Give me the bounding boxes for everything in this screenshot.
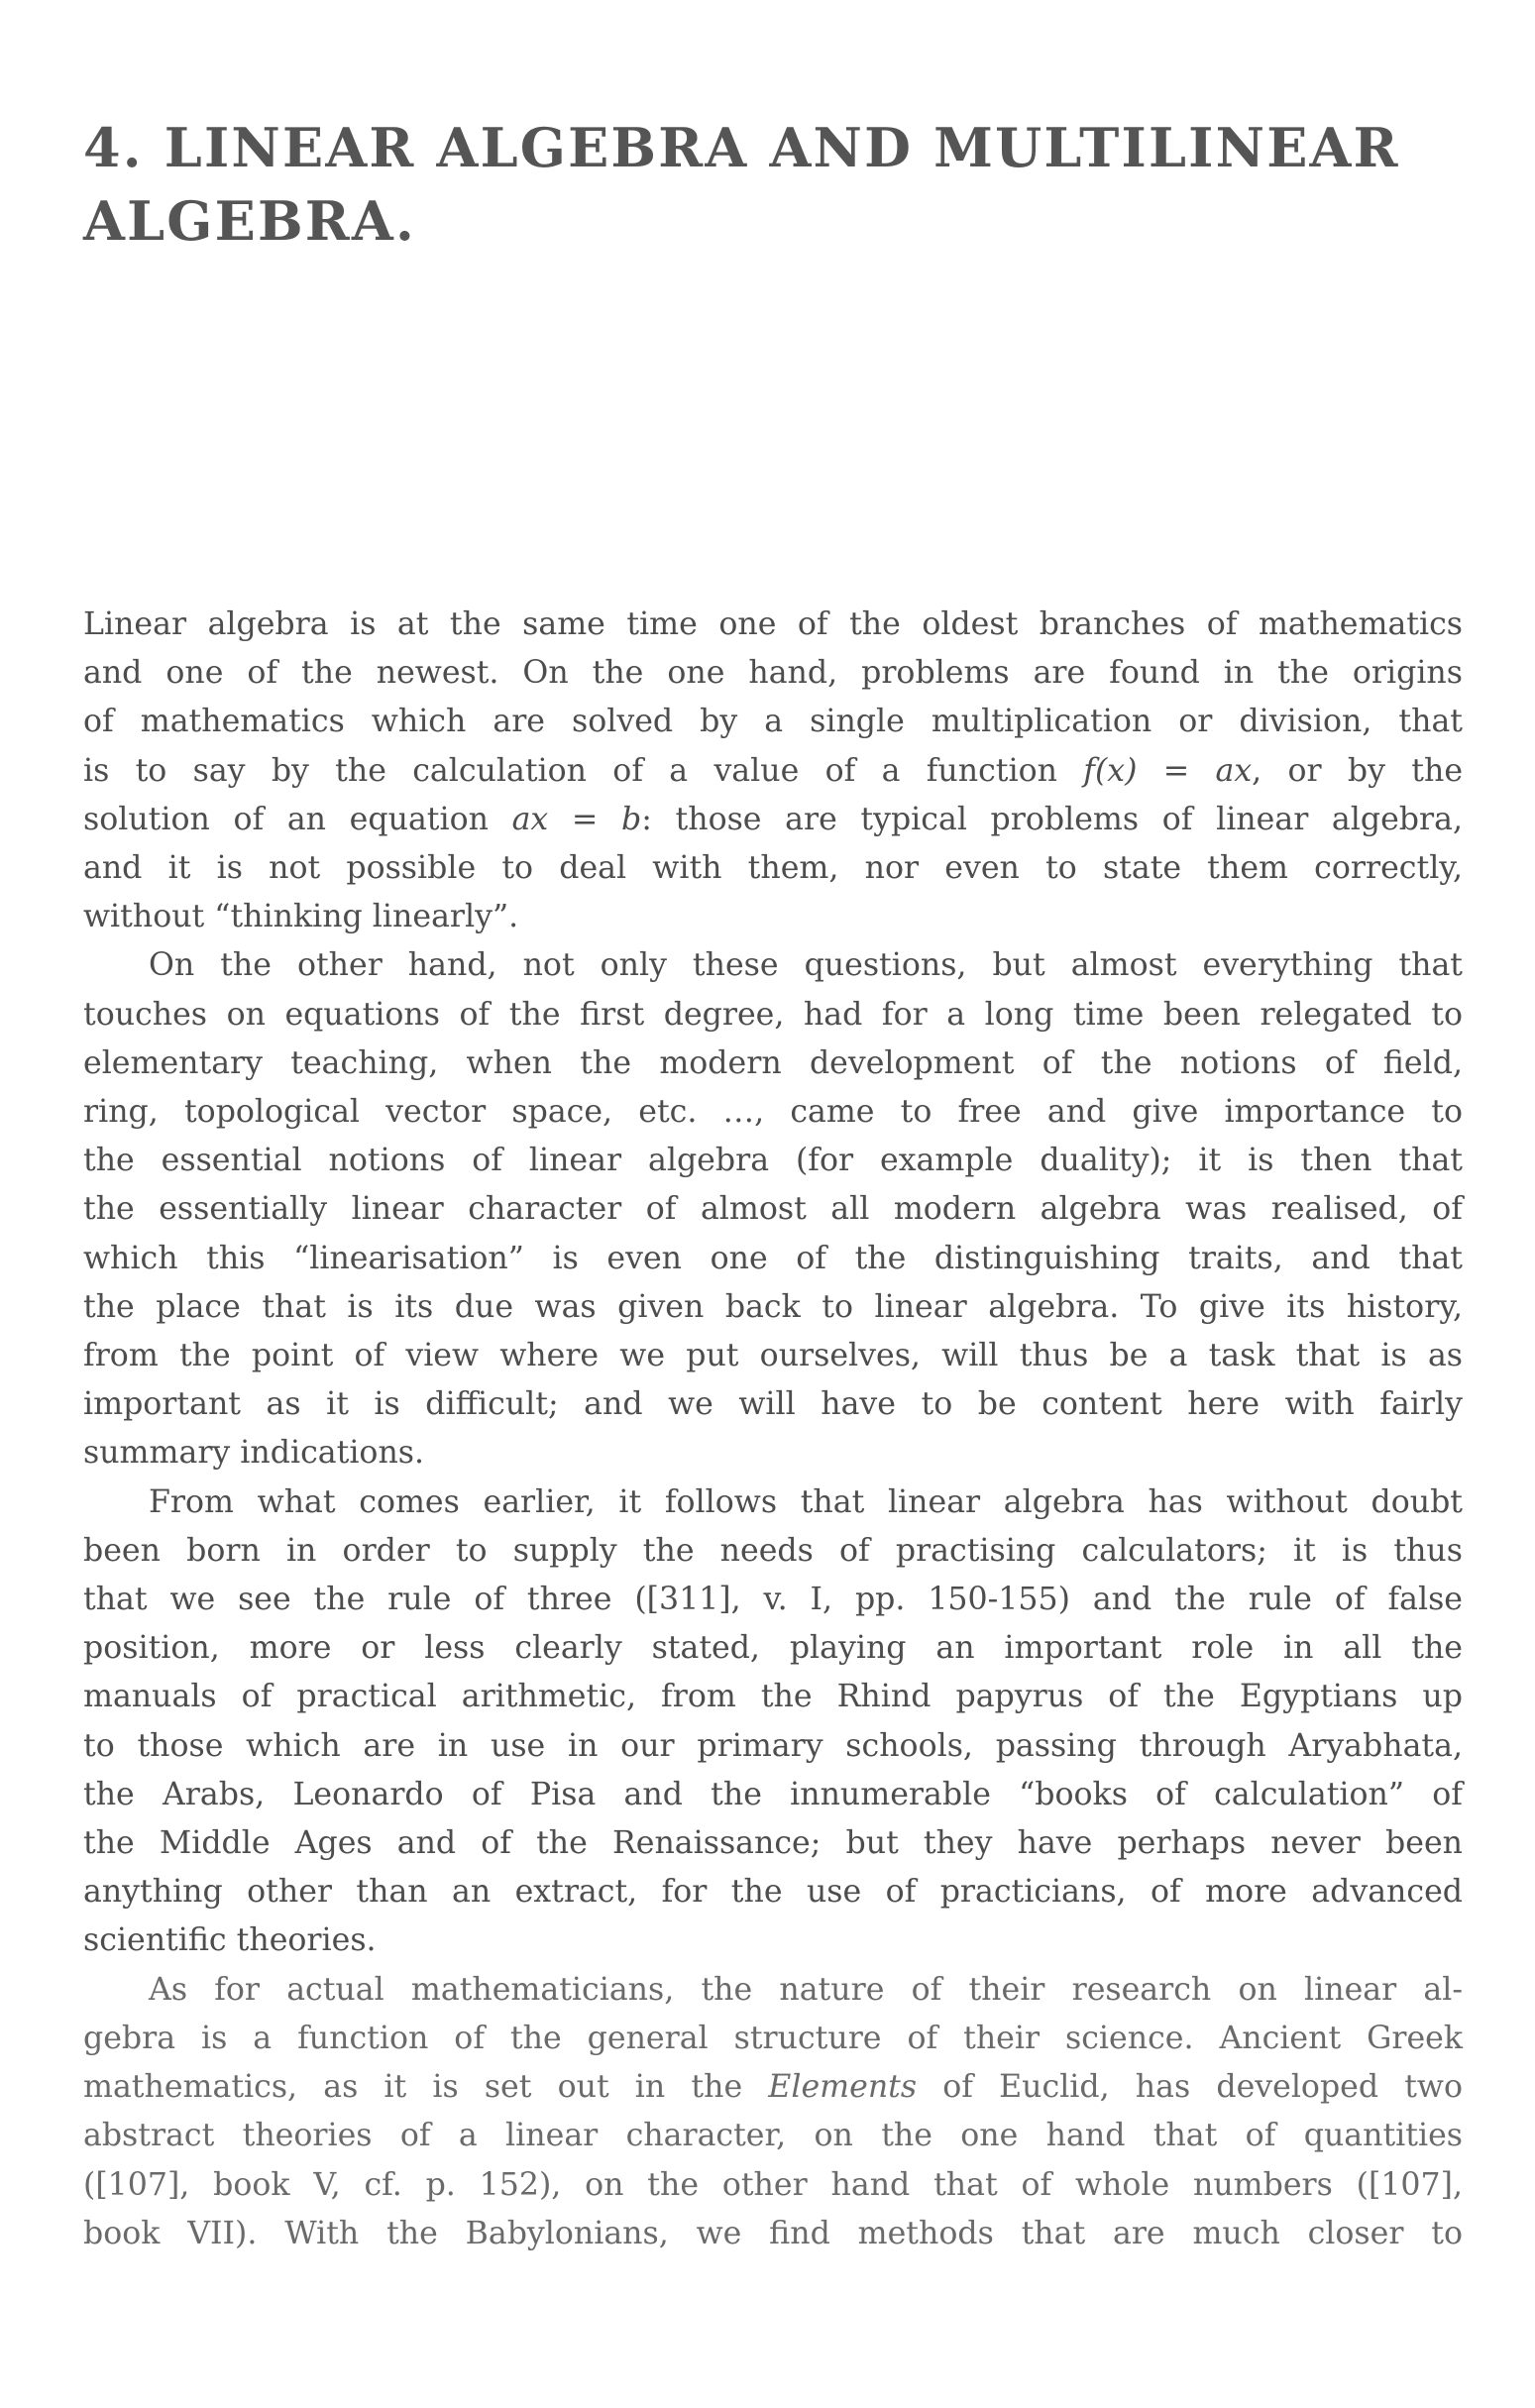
text-line: without “thinking linearly”.: [83, 899, 519, 935]
text-line: From what comes earlier, it follows that linear algebra has without doubt: [149, 1483, 1463, 1520]
text-line: which this “linearisation” is even one of the distinguishing traits, and that: [83, 1240, 1463, 1276]
text-span: solution of an equation: [83, 801, 512, 837]
text-line: On the other hand, not only these questions, but almost everything that: [149, 947, 1463, 984]
text-line: manuals of practical arithmetic, from the Rhind papyrus of the Egyptians up: [83, 1679, 1463, 1715]
text-line: the place that is its due was given back to linear algebra. To give its history,: [83, 1288, 1463, 1325]
text-span: of Euclid, has developed two: [917, 2069, 1463, 2106]
text-span: mathematics, as it is set out in the: [83, 2069, 769, 2106]
text-line: ring, topological vector space, etc. …, came to free and give importance to: [83, 1094, 1463, 1131]
text-line: that we see the rule of three ([311], v. I, pp. 150-155) and the rule of false: [83, 1582, 1463, 1618]
text-span: , or by the: [1252, 752, 1464, 789]
text-line: of mathematics which are solved by a single multiplication or division, that: [83, 704, 1463, 740]
text-line: ([107], book V, cf. p. 152), on the other hand that of whole numbers ([107],: [83, 2166, 1463, 2203]
text-line: to those which are in use in our primary schools, passing through Aryabhata,: [83, 1727, 1463, 1764]
text-line: abstract theories of a linear character, on the one hand that of quantities: [83, 2118, 1463, 2154]
text-line: the essentially linear character of almost all modern algebra was realised, of: [83, 1191, 1463, 1228]
text-line: the essential notions of linear algebra (for example duality); it is then that: [83, 1143, 1463, 1179]
math-function-fx-eq-ax: f(x) = ax: [1083, 752, 1253, 789]
paragraph-3: [83, 1478, 1463, 1966]
text-line: As for actual mathematicians, the nature of their research on linear al-: [149, 1971, 1463, 2008]
text-line: position, more or less clearly stated, playing an important role in all the: [83, 1630, 1463, 1667]
text-line: touches on equations of the first degree, had for a long time been relegated to: [83, 996, 1463, 1033]
text-line: [83, 747, 1463, 796]
text-span: : those are typical problems of linear algebra,: [641, 801, 1463, 837]
chapter-title: [83, 111, 1463, 258]
paragraph-1: [83, 601, 1463, 941]
text-line: Linear algebra is at the same time one of the oldest branches of mathematics: [83, 606, 1463, 642]
text-line: and it is not possible to deal with them, nor even to state them correctly,: [83, 850, 1463, 887]
paragraph-4: [83, 1966, 1463, 2258]
text-line: summary indications.: [83, 1435, 425, 1472]
text-line: book VII). With the Babylonians, we find methods that are much closer to: [83, 2215, 1463, 2251]
chapter-body: [83, 601, 1463, 2258]
text-line: important as it is difficult; and we will have to be content here with fairly: [83, 1386, 1463, 1423]
text-line: from the point of view where we put ourselves, will thus be a task that is as: [83, 1338, 1463, 1374]
paragraph-2: [83, 941, 1463, 1478]
chapter-title-line-2: ALGEBRA.: [83, 189, 416, 253]
book-title-elements: Elements: [768, 2069, 918, 2106]
text-line: [83, 796, 1463, 844]
text-line: gebra is a function of the general structure of their science. Ancient Greek: [83, 2020, 1463, 2056]
text-span: is to say by the calculation of a value of a function: [83, 752, 1084, 789]
text-line: been born in order to supply the needs of practising calculators; it is thus: [83, 1532, 1463, 1569]
text-line: the Arabs, Leonardo of Pisa and the innumerable “books of calculation” of: [83, 1776, 1463, 1812]
text-line: elementary teaching, when the modern development of the notions of field,: [83, 1044, 1463, 1081]
text-line: scientific theories.: [83, 1922, 377, 1959]
text-line: the Middle Ages and of the Renaissance; but they have perhaps never been: [83, 1825, 1463, 1862]
text-line: anything other than an extract, for the use of practicians, of more advanced: [83, 1874, 1463, 1911]
chapter-title-line-1: 4. LINEAR ALGEBRA AND MULTILINEAR: [83, 116, 1400, 179]
text-line: [83, 2063, 1463, 2112]
math-equation-ax-eq-b: ax = b: [511, 801, 642, 837]
text-line: and one of the newest. On the one hand, problems are found in the origins: [83, 655, 1463, 692]
